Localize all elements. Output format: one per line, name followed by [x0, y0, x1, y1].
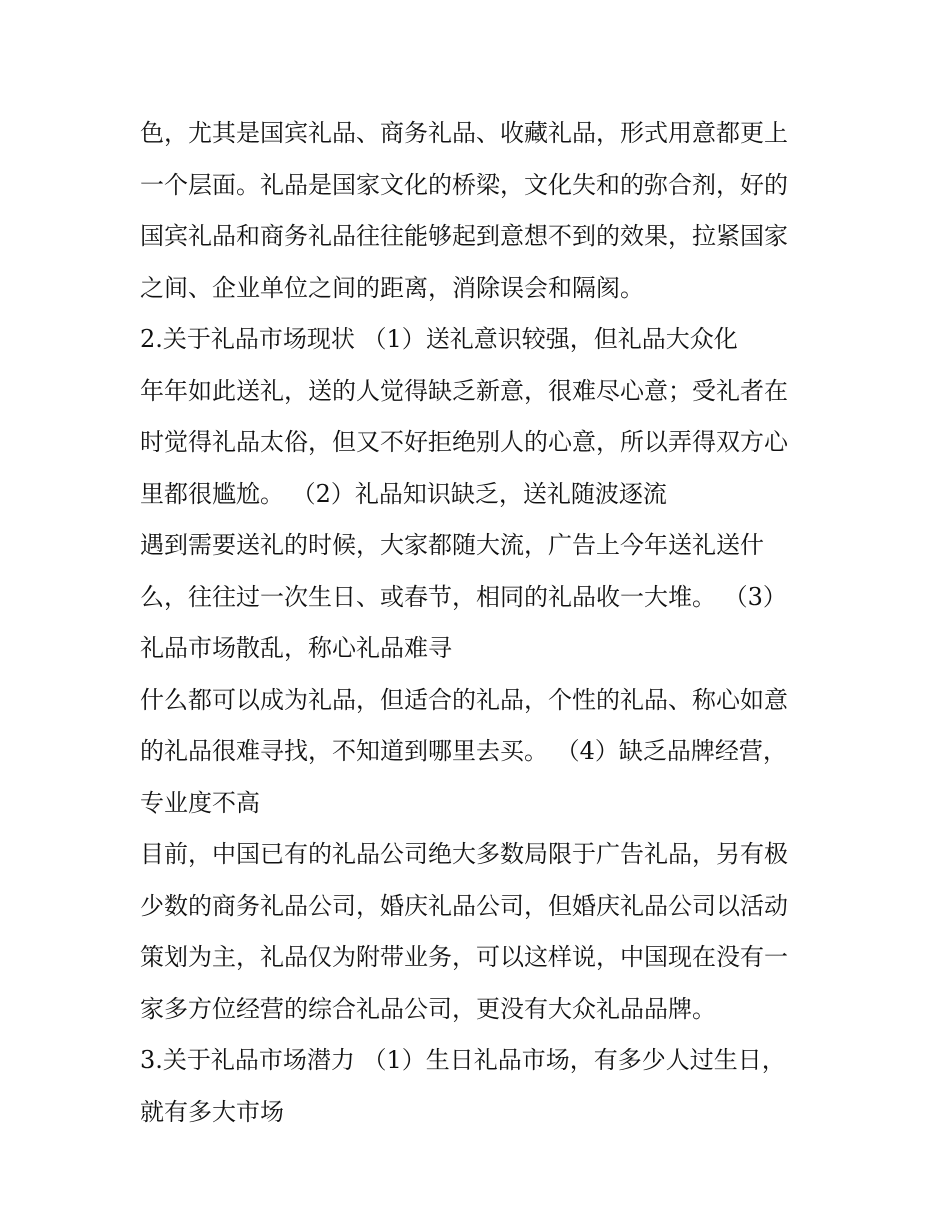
text-line: 专业度不高 — [140, 788, 260, 817]
text-line: 就有多大市场 — [140, 1097, 284, 1126]
text-line: 之间、企业单位之间的距离，消除误会和隔阂。 — [140, 273, 644, 302]
text-line: 国宾礼品和商务礼品往往能够起到意想不到的效果，拉紧国家 — [140, 222, 788, 250]
text-line: 年年如此送礼，送的人觉得缺乏新意，很难尽心意；受礼者在 — [140, 376, 788, 405]
section-heading-line: 3.关于礼品市场潜力 （1）生日礼品市场，有多少人过生日， — [140, 1046, 786, 1074]
body-text — [140, 108, 820, 1138]
text-line: 遇到需要送礼的时候，大家都随大流，广告上今年送礼送什 — [140, 531, 764, 559]
text-line: 策划为主，礼品仅为附带业务，可以这样说，中国现在没有一 — [140, 943, 788, 971]
text-line: 里都很尴尬。 （2）礼品知识缺乏，送礼随波逐流 — [140, 479, 667, 508]
text-line: 什么都可以成为礼品，但适合的礼品，个性的礼品、称心如意 — [140, 685, 788, 714]
text-line: 家多方位经营的综合礼品公司，更没有大众礼品品牌。 — [140, 994, 716, 1023]
text-line: 少数的商务礼品公司，婚庆礼品公司，但婚庆礼品公司以活动 — [140, 891, 788, 920]
section-heading-line: 2.关于礼品市场现状 （1）送礼意识较强，但礼品大众化 — [140, 325, 738, 353]
text-line: 目前，中国已有的礼品公司绝大多数局限于广告礼品，另有极 — [140, 840, 788, 868]
text-line: 的礼品很难寻找，不知道到哪里去买。 （4）缺乏品牌经营， — [140, 737, 787, 765]
text-line: 么，往往过一次生日、或春节，相同的礼品收一大堆。 （3） — [140, 582, 787, 611]
text-line: 时觉得礼品太俗，但又不好拒绝别人的心意，所以弄得双方心 — [140, 428, 788, 456]
text-line: 礼品市场散乱，称心礼品难寻 — [140, 634, 452, 662]
text-line: 色，尤其是国宾礼品、商务礼品、收藏礼品，形式用意都更上 — [140, 119, 788, 147]
text-line: 一个层面。礼品是国家文化的桥梁，文化失和的弥合剂，好的 — [140, 170, 788, 199]
